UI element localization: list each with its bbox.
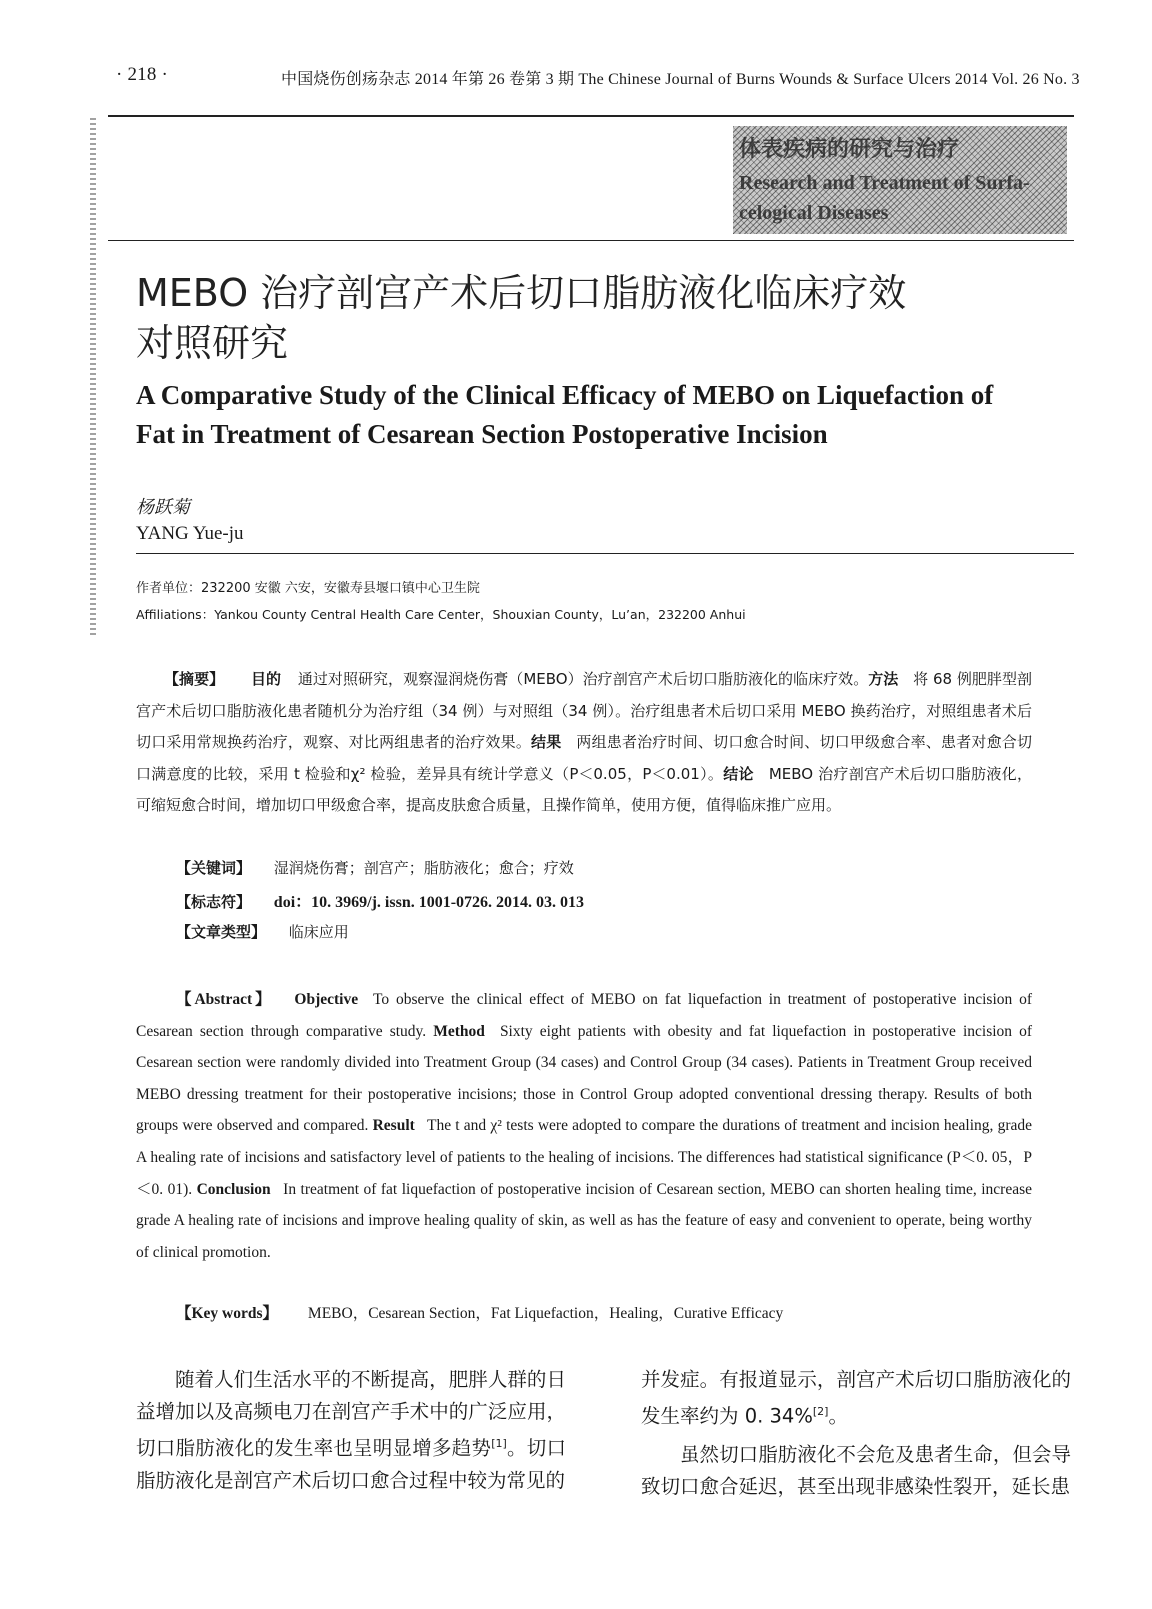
keywords-en: MEBO，Cesarean Section，Fat Liquefaction，Healing，Curative Efficacy	[307, 1305, 784, 1322]
objective-en: To observe the clinical effect of MEBO on fat liquefaction in treatment of postoperative incision of Cesarean section through comparative study.	[136, 991, 1032, 1040]
abstract-cn	[136, 664, 1032, 822]
affiliation-en: Affiliations：Yankou County Central Health Care Center，Shouxian County，Lu’an，232200 Anhui	[136, 607, 746, 622]
keywords-row-en	[176, 1301, 783, 1323]
title-en	[136, 376, 1056, 454]
title-cn	[136, 268, 1036, 368]
body-col2-p1-end: 。	[828, 1404, 848, 1428]
affiliation-cn: 作者单位：232200 安徽 六安，安徽寿县堰口镇中心卫生院	[136, 581, 480, 596]
doi-row	[176, 889, 584, 912]
body-col2-ref: [2]	[812, 1405, 829, 1418]
author-rule	[136, 553, 1074, 554]
body-column-1	[136, 1364, 566, 1497]
title-en-line2: Fat in Treatment of Cesarean Section Postoperative Incision	[136, 419, 828, 449]
author-cn: 杨跃菊	[136, 497, 190, 518]
abstract-en	[136, 984, 1032, 1268]
body-col1-end: 。切口脂肪液化是剖宫产术后切口愈合过程中较为常见的	[136, 1436, 566, 1492]
objective-cn: 通过对照研究，观察湿润烧伤膏（MEBO）治疗剖宫产术后切口脂肪液化的临床疗效。	[297, 670, 869, 688]
method-label-en: Method	[433, 1022, 485, 1040]
method-label-cn: 方法	[868, 670, 899, 688]
objective-label-cn: 目的	[250, 670, 282, 688]
result-cn: 两组患者治疗时间、切口愈合时间、切口甲级愈合率、患者对愈合切口满意度的比较，采用 t 检验和χ² 检验，差异具有统计学意义（P＜0.05，P＜0.01）。	[136, 733, 1032, 783]
conclusion-label-cn: 结论	[723, 764, 754, 783]
body-col1-text: 随着人们生活水平的不断提高，肥胖人群的日益增加以及高频电刀在剖宫产手术中的广泛应用，切口脂肪液化的发生率也呈明显增多趋势	[136, 1368, 566, 1460]
running-title: 中国烧伤创疡杂志 2014 年第 26 卷第 3 期 The Chinese Journal of Burns Wounds & Surface Ulcers 2014 Vol. 26 No. 3	[281, 71, 1080, 88]
doi-value: doi：10. 3969/j. issn. 1001-0726. 2014. 03. 013	[273, 894, 585, 911]
title-cn-line2: 对照研究	[136, 321, 289, 365]
abstract-en-label: 【Abstract】	[176, 991, 274, 1008]
section-banner	[733, 126, 1067, 234]
result-en: The t and χ² tests were adopted to compare the durations of treatment and incision healing, grade A healing rate of incisions and satisfactory level of patients to the healing of incisions. The differences had statistical significance (P＜0. 05，P＜0. 01).	[136, 1117, 1033, 1198]
conclusion-label-en: Conclusion	[196, 1180, 271, 1198]
body-col2-p2: 虽然切口脂肪液化不会危及患者生命，但会导致切口愈合延迟，甚至出现非感染性裂开，延长患	[641, 1442, 1071, 1498]
method-en: Sixty eight patients with obesity and fat liquefaction in postoperative incision of Cesarean section were randomly divided into Treatment Group (34 cases) and Control Group (34 cases). Patients in Treatment Group received MEBO dressing treatment for their postoperative incisions; those in Control Group adopted conventional dressing therapy. Results of both groups were observed and compared.	[136, 1022, 1033, 1135]
banner-cn: 体表疾病的研究与治疗	[739, 137, 960, 162]
banner-line2: celogical Diseases	[739, 202, 889, 224]
keywords-row-cn	[176, 857, 574, 878]
type-value: 临床应用	[288, 923, 349, 941]
title-cn-line1: MEBO 治疗剖宫产术后切口脂肪液化临床疗效	[136, 271, 907, 315]
type-row	[176, 921, 349, 942]
keywords-label-cn: 【关键词】	[176, 859, 252, 877]
header-rule	[108, 115, 1074, 117]
banner-line1: Research and Treatment of Surfa-	[739, 172, 1030, 194]
abstract-cn-label: 【摘要】	[164, 670, 225, 688]
title-en-line1: A Comparative Study of the Clinical Efficacy of MEBO on Liquefaction of	[136, 380, 994, 410]
type-label: 【文章类型】	[176, 923, 267, 941]
keywords-cn: 湿润烧伤膏；剖宫产；脂肪液化；愈合；疗效	[273, 859, 574, 877]
body-column-2	[641, 1364, 1071, 1503]
result-label-en: Result	[372, 1117, 415, 1135]
conclusion-en: In treatment of fat liquefaction of postoperative incision of Cesarean section, MEBO can shorten healing time, increase grade A healing rate of incisions and improve healing quality of skin, as well as has the feature of easy and convenient to operate, being worthy of clinical promotion.	[136, 1180, 1032, 1261]
author-en: YANG Yue-ju	[136, 523, 244, 544]
method-cn: 将 68 例肥胖型剖宫产术后切口脂肪液化患者随机分为治疗组（34 例）与对照组（34 例）。治疗组患者术后切口采用 MEBO 换药治疗，对照组患者术后切口采用常规换药治疗，观察、对比两组患者的治疗效果。	[136, 670, 1032, 752]
banner-rule	[108, 240, 1074, 241]
body-col2-p1: 并发症。有报道显示，剖宫产术后切口脂肪液化的发生率约为 0. 34%	[641, 1368, 1071, 1428]
body-col1-ref: [1]	[491, 1437, 507, 1450]
doi-label: 【标志符】	[176, 893, 252, 911]
conclusion-cn: MEBO 治疗剖宫产术后切口脂肪液化，可缩短愈合时间，增加切口甲级愈合率，提高皮肤愈合质量，且操作简单，使用方便，值得临床推广应用。	[136, 764, 1032, 815]
keywords-label-en: 【Key words】	[176, 1305, 279, 1322]
page-number: · 218 ·	[116, 64, 169, 85]
result-label-cn: 结果	[531, 733, 562, 752]
binding-edge-marks	[90, 118, 96, 638]
objective-label-en: Objective	[294, 991, 359, 1008]
